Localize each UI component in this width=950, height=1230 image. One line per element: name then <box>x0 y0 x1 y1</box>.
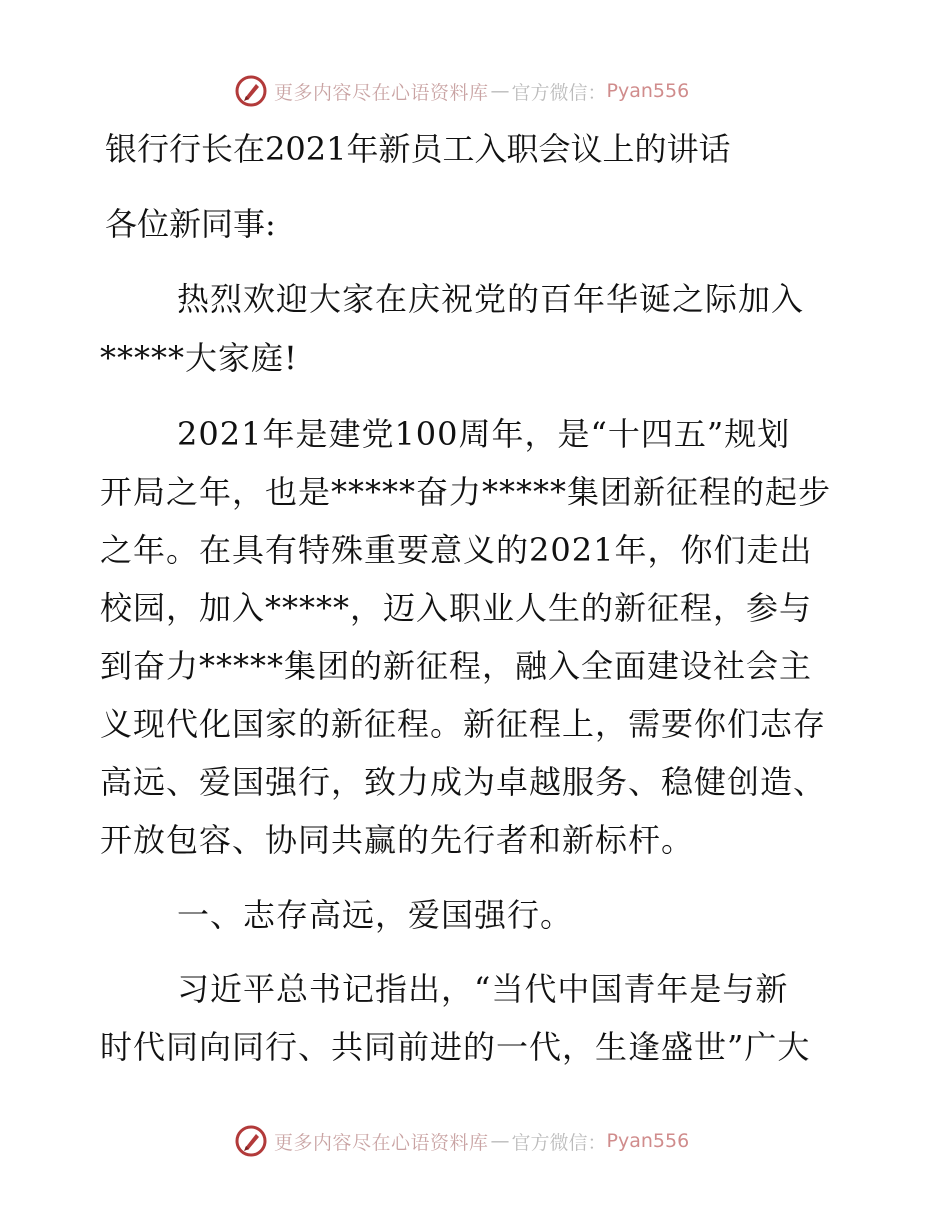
watermark-header <box>234 74 689 108</box>
body-line: 开放包容、协同共赢的先行者和新标杆。 <box>100 821 695 859</box>
watermark-footer <box>234 1124 689 1158</box>
watermark-label: 官方微信： <box>511 1131 607 1154</box>
watermark-wechat-id: Pyan556 <box>606 80 690 102</box>
watermark-text: 更多内容尽在心语资料库 <box>274 1131 489 1154</box>
body-line: *****大家庭! <box>100 339 298 377</box>
document-greeting: 各位新同事: <box>105 205 276 243</box>
body-line: 校园，加入*****，迈入职业人生的新征程，参与 <box>100 589 813 627</box>
body-line: 高远、爱国强行，致力成为卓越服务、稳健创造、 <box>100 763 827 801</box>
watermark-separator: — <box>490 1130 510 1152</box>
watermark-text: 更多内容尽在心语资料库 <box>274 81 489 104</box>
watermark-wechat-id: Pyan556 <box>606 1130 690 1152</box>
body-line: 时代同向同行、共同前进的一代，生逢盛世”广大 <box>100 1028 811 1066</box>
pen-logo-icon <box>234 1124 268 1158</box>
body-line: 习近平总书记指出，“当代中国青年是与新 <box>177 970 789 1008</box>
pen-logo-icon <box>234 74 268 108</box>
body-line: 2021年是建党100周年，是“十四五”规划 <box>177 415 791 453</box>
section-heading: 一、志存高远，爱国强行。 <box>177 896 574 934</box>
body-line: 义现代化国家的新征程。新征程上，需要你们志存 <box>100 705 827 743</box>
watermark-separator: — <box>490 80 510 102</box>
body-line: 之年。在具有特殊重要意义的2021年，你们走出 <box>100 531 813 569</box>
watermark-label: 官方微信： <box>511 81 607 104</box>
body-line: 热烈欢迎大家在庆祝党的百年华诞之际加入 <box>177 280 805 318</box>
body-line: 到奋力*****集团的新征程，融入全面建设社会主 <box>100 647 813 685</box>
document-title: 银行行长在2021年新员工入职会议上的讲话 <box>105 130 731 168</box>
body-line: 开局之年，也是*****奋力*****集团新征程的起步 <box>100 473 832 511</box>
